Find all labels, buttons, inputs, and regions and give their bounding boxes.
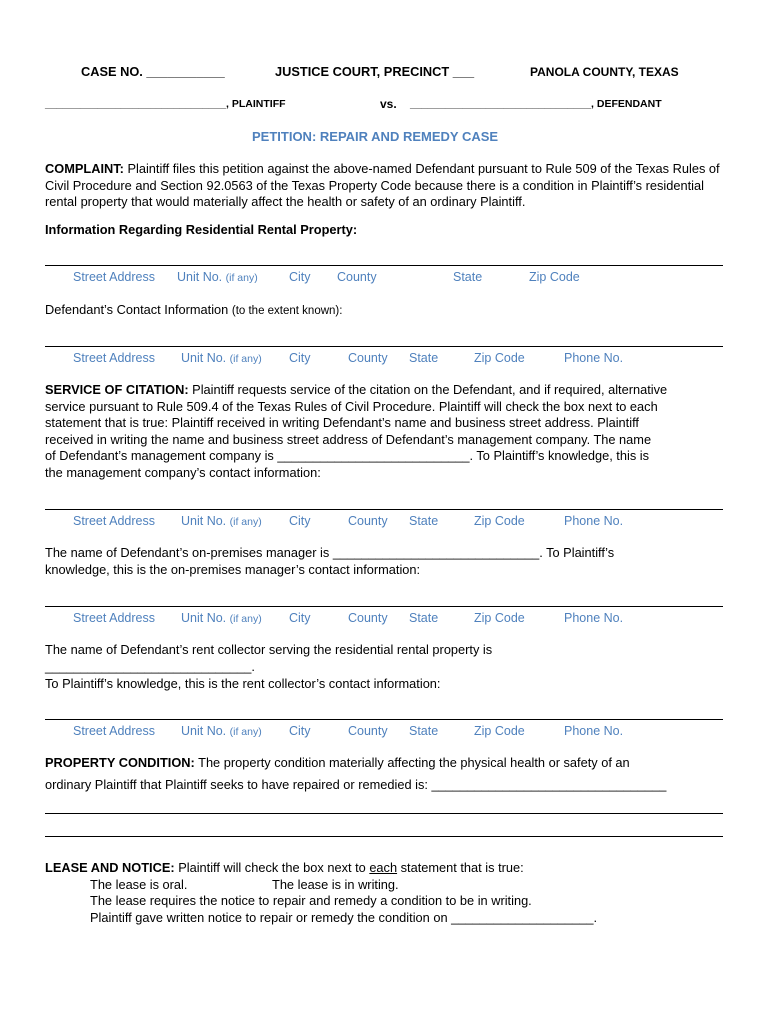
label-state: State xyxy=(409,611,439,625)
label-city: City xyxy=(289,724,311,738)
rent-collector-line-3: To Plaintiff’s knowledge, this is the rent collector’s contact information: xyxy=(45,676,441,691)
service-line-2: service pursuant to Rule 509.4 of the Texas Rules of Civil Procedure. Plaintiff will check the box next to each xyxy=(45,399,658,414)
label-zip: Zip Code xyxy=(474,724,525,738)
label-state: State xyxy=(409,351,439,365)
label-phone: Phone No. xyxy=(564,611,624,625)
condition-blank-line-2[interactable] xyxy=(45,836,723,837)
county-name: PANOLA COUNTY, TEXAS xyxy=(530,65,679,79)
property-info-heading: Information Regarding Residential Rental Property: xyxy=(45,222,358,237)
label-unit: Unit No. (if any) xyxy=(181,514,262,528)
complaint-label: COMPLAINT: xyxy=(45,161,124,176)
case-number: CASE NO. ___________ xyxy=(81,64,225,79)
complaint-text: Plaintiff files this petition against the above-named Defendant pursuant to Rule 509 of the Texas Rules of Civil Procedure and Section 92.0563 of the Texas Property Code because there is a condition in Plaintiff’s residential rental property that would materially affect the health or safety of an ordinary Plaintiff. xyxy=(45,161,720,210)
label-county: County xyxy=(348,611,388,625)
label-unit: Unit No. (if any) xyxy=(181,611,262,625)
service-line-1: SERVICE OF CITATION: Plaintiff requests service of the citation on the Defendant, and if required, alternative xyxy=(45,382,668,397)
label-zip: Zip Code xyxy=(474,514,525,528)
lease-writing-option[interactable]: The lease is in writing. xyxy=(272,877,399,892)
property-address-line[interactable] xyxy=(45,265,723,266)
label-city: City xyxy=(289,611,311,625)
complaint-paragraph xyxy=(45,161,725,211)
label-unit: Unit No. (if any) xyxy=(177,270,258,284)
manager-contact-line[interactable] xyxy=(45,606,723,607)
service-line-5: of Defendant’s management company is ___________________________. To Plaintiff’s knowledge, this is xyxy=(45,448,650,463)
label-city: City xyxy=(289,270,311,284)
condition-blank-line-1[interactable] xyxy=(45,813,723,814)
rent-collector-line-1: The name of Defendant’s rent collector serving the residential rental property is xyxy=(45,642,493,657)
rent-collector-contact-line[interactable] xyxy=(45,719,723,720)
condition-line-2: ordinary Plaintiff that Plaintiff seeks to have repaired or remedied is: _________________________________ xyxy=(45,777,667,792)
label-street: Street Address xyxy=(73,611,155,625)
label-city: City xyxy=(289,514,311,528)
label-state: State xyxy=(409,514,439,528)
label-county: County xyxy=(348,724,388,738)
label-street: Street Address xyxy=(73,351,155,365)
label-street: Street Address xyxy=(73,724,155,738)
label-state: State xyxy=(409,724,439,738)
manager-line-2: knowledge, this is the on-premises manager’s contact information: xyxy=(45,562,421,577)
rent-collector-line-2: _____________________________. xyxy=(45,659,255,674)
label-county: County xyxy=(348,351,388,365)
versus-label: vs. xyxy=(380,97,397,111)
label-zip: Zip Code xyxy=(474,351,525,365)
lease-oral-option[interactable]: The lease is oral. xyxy=(90,877,188,892)
plaintiff-line: _______________________________, PLAINTIFF xyxy=(45,98,286,110)
defendant-contact-heading: Defendant’s Contact Information (to the extent known): xyxy=(45,302,343,317)
page-title: PETITION: REPAIR AND REMEDY CASE xyxy=(252,129,499,144)
manager-line-1: The name of Defendant’s on-premises manager is _____________________________. To Plaintiff’s xyxy=(45,545,615,560)
label-county: County xyxy=(337,270,377,284)
label-state: State xyxy=(453,270,483,284)
management-contact-line[interactable] xyxy=(45,509,723,510)
label-unit: Unit No. (if any) xyxy=(181,724,262,738)
label-zip: Zip Code xyxy=(474,611,525,625)
label-street: Street Address xyxy=(73,270,155,284)
court-name: JUSTICE COURT, PRECINCT ___ xyxy=(275,64,475,79)
defendant-contact-line[interactable] xyxy=(45,346,723,347)
label-phone: Phone No. xyxy=(564,351,624,365)
lease-notice-option[interactable]: The lease requires the notice to repair and remedy a condition to be in writing. xyxy=(90,893,532,908)
label-street: Street Address xyxy=(73,514,155,528)
lease-intro: LEASE AND NOTICE: Plaintiff will check the box next to each statement that is true: xyxy=(45,860,524,875)
lease-gave-notice-option[interactable]: Plaintiff gave written notice to repair or remedy the condition on ____________________. xyxy=(90,910,598,925)
defendant-line: _______________________________, DEFENDANT xyxy=(410,98,662,110)
condition-line-1: PROPERTY CONDITION: The property condition materially affecting the physical health or safety of an xyxy=(45,755,630,770)
label-phone: Phone No. xyxy=(564,514,624,528)
service-line-4: received in writing the name and business street address of Defendant’s management company. The name xyxy=(45,432,652,447)
label-county: County xyxy=(348,514,388,528)
label-unit: Unit No. (if any) xyxy=(181,351,262,365)
service-line-3: statement that is true: Plaintiff received in writing Defendant’s name and business street address. Plaintiff xyxy=(45,415,639,430)
label-city: City xyxy=(289,351,311,365)
label-phone: Phone No. xyxy=(564,724,624,738)
label-zip: Zip Code xyxy=(529,270,580,284)
service-line-6: the management company’s contact information: xyxy=(45,465,321,480)
